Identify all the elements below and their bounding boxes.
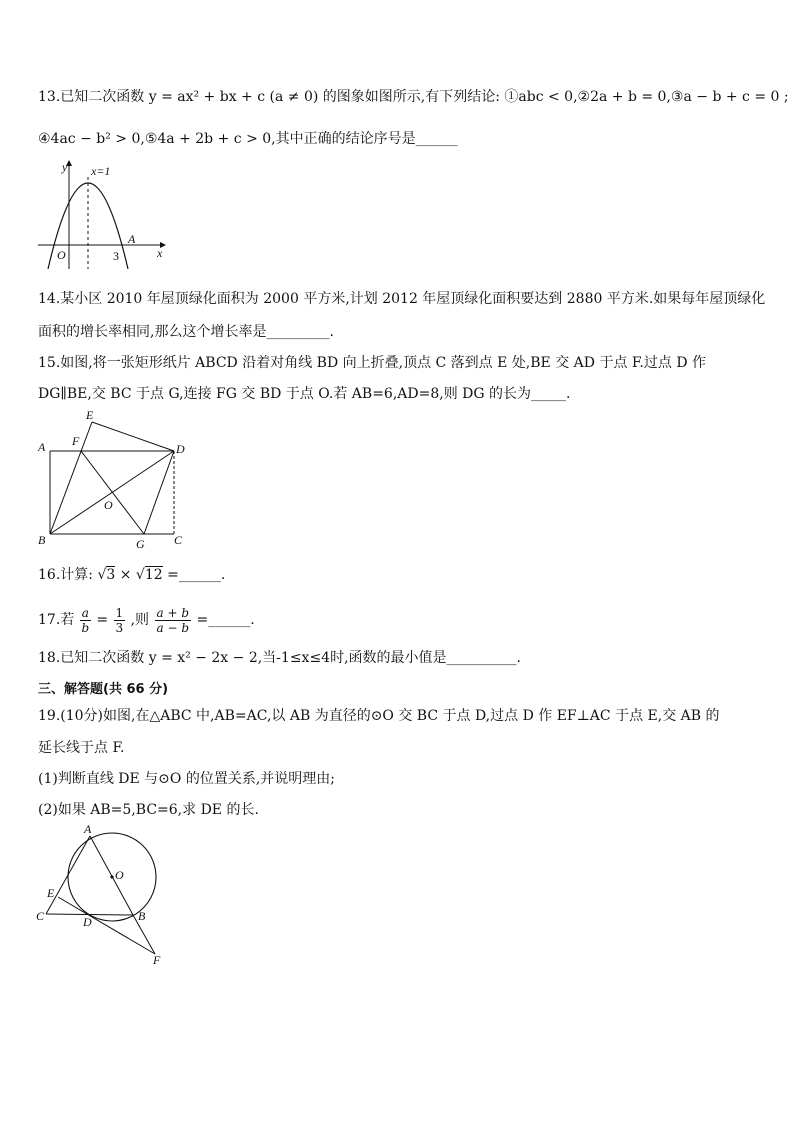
q16-line [38, 565, 225, 585]
q17-f2-den: 3 [115, 620, 124, 635]
q13-parabola-figure [36, 157, 170, 273]
q19-part2: (2)如果 AB=5,BC=6,求 DE 的长. [38, 802, 259, 818]
q15-segment-ed [92, 422, 174, 451]
q13-tick-3-label: 3 [113, 249, 119, 263]
q19-label-c: C [36, 909, 45, 923]
q17-f1-num: a [81, 605, 89, 620]
q15-segment-be [50, 422, 92, 534]
q17-mid: ,则 [130, 612, 150, 628]
q15-label-o: O [104, 498, 113, 512]
q16-times-icon: × [119, 567, 136, 583]
q15-label-e: E [86, 408, 94, 422]
q16-radicand-2: 12 [144, 567, 163, 583]
q16-suffix: =______. [167, 567, 226, 583]
q19-segment-ef [58, 897, 155, 954]
q19-part1: (1)判断直线 DE 与⊙O 的位置关系,并说明理由; [38, 771, 336, 787]
q13-line2: ④4ac − b² > 0,⑤4a + 2b + c > 0,其中正确的结论序号是______ [38, 131, 458, 147]
q19-label-a: A [84, 823, 92, 836]
q13-y-label: y [62, 160, 68, 174]
q13-point-a-label: A [128, 232, 136, 246]
q17-eq1: = [96, 612, 109, 628]
q17-prefix: 17.若 [38, 612, 75, 628]
q13-x-label: x [157, 246, 163, 260]
q15-label-c: C [174, 533, 183, 547]
q15-label-b: B [38, 533, 46, 547]
q16-radicand-1: 3 [106, 567, 116, 583]
q15-rectangle-figure [34, 405, 196, 553]
q15-label-d: D [176, 442, 185, 456]
q13-sym-label: x=1 [91, 164, 111, 178]
q18-line: 18.已知二次函数 y = x² − 2x − 2,当-1≤x≤4时,函数的最小值是__________. [38, 650, 521, 666]
q19-label-o: O [115, 868, 124, 882]
section-heading: 三、解答题(共 66 分) [38, 682, 169, 697]
q17-f3-den: a − b [156, 620, 190, 635]
q19-line1: 19.(10分)如图,在△ABC 中,AB=AC,以 AB 为直径的⊙O 交 BC 于点 D,过点 D 作 EF⊥AC 于点 E,交 AB 的 [38, 708, 720, 724]
q15-label-g: G [136, 537, 145, 551]
q16-sqrt-icon-2: √ [135, 567, 145, 583]
q16-sqrt-icon: √ [97, 567, 107, 583]
q13-line1: 13.已知二次函数 y = ax² + bx + c (a ≠ 0) 的图象如图所示,有下列结论: ①abc < 0,②2a + b = 0,③a − b + c = 0 ; [38, 89, 789, 105]
q17-f2-num: 1 [115, 605, 124, 620]
q15-label-f: F [72, 434, 80, 448]
q19-line2: 延长线于点 F. [38, 740, 125, 756]
q15-line2: DG∥BE,交 BC 于点 G,连接 FG 交 BD 于点 O.若 AB=6,AD=8,则 DG 的长为_____. [38, 386, 571, 402]
q17-fraction-expression [155, 606, 192, 635]
q19-circle-figure [34, 823, 174, 968]
q17-suffix: =______. [196, 612, 255, 628]
q15-segment-fg [81, 451, 144, 534]
q15-segment-dg [144, 451, 174, 534]
q13-origin-label: O [57, 248, 66, 262]
q19-segment-ab [90, 836, 133, 915]
q19-label-b: B [138, 909, 146, 923]
q17-f3-num: a + b [156, 605, 190, 620]
q17-fraction-a-over-b [80, 606, 91, 635]
q15-label-a: A [38, 440, 46, 454]
q15-line1: 15.如图,将一张矩形纸片 ABCD 沿着对角线 BD 向上折叠,顶点 C 落到点 E 处,BE 交 AD 于点 F.过点 D 作 [38, 355, 707, 371]
q17-f1-den: b [81, 620, 90, 635]
q16-prefix: 16.计算: [38, 567, 93, 583]
q17-fraction-one-third [114, 606, 126, 635]
q19-label-e: E [47, 886, 55, 900]
q17-line [38, 602, 255, 638]
q14-line1: 14.某小区 2010 年屋顶绿化面积为 2000 平方米,计划 2012 年屋顶绿化面积要达到 2880 平方米.如果每年屋顶绿化 [38, 291, 766, 307]
q14-line2: 面积的增长率相同,那么这个增长率是_________. [38, 324, 334, 340]
q19-label-d: D [83, 915, 92, 929]
q19-label-f: F [153, 953, 161, 967]
